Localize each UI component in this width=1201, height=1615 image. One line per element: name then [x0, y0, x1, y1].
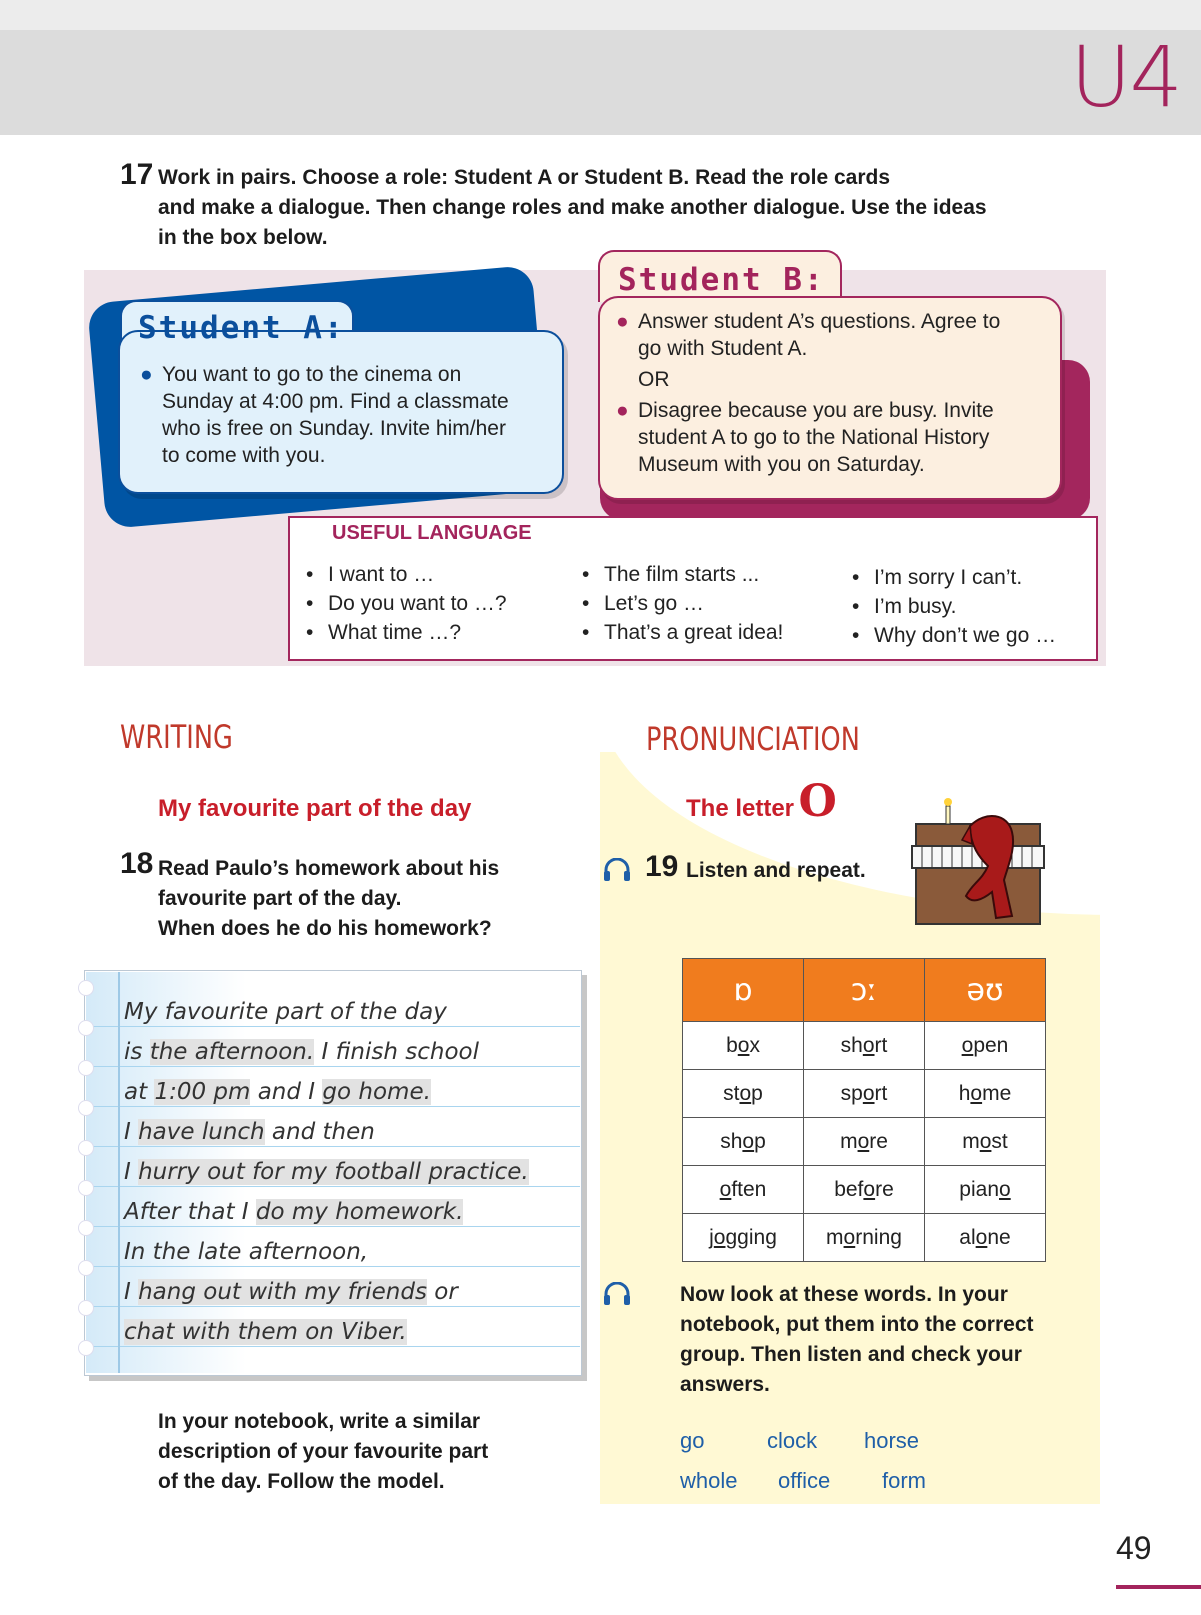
phoneme-table-header	[683, 959, 1046, 1022]
phrase: I’m sorry I can’t.	[874, 566, 1023, 589]
word-go: go	[680, 1428, 705, 1453]
useful-language-col1: • I want to … • Do you want to …? • What time …?	[306, 563, 507, 644]
example-word: more	[804, 1118, 925, 1166]
instruction-line: and make a dialogue. Then change roles and make another dialogue. Use the ideas	[158, 196, 987, 219]
homework-line	[124, 1032, 576, 1072]
bullet-icon: ●	[616, 399, 629, 422]
homework-line	[124, 1072, 576, 1112]
homework-line	[124, 1152, 576, 1192]
instruction-line: When does he do his homework?	[158, 917, 492, 940]
useful-language-col2: • The film starts ... • Let’s go … • That’s a great idea!	[582, 563, 784, 644]
headphones-icon[interactable]	[602, 1282, 632, 1306]
task-line: notebook, put them into the correct	[680, 1313, 1034, 1336]
hole-icon	[78, 1060, 94, 1076]
writing-heading: WRITING	[120, 718, 233, 756]
hole-icon	[78, 1220, 94, 1236]
homework-phrase: and I	[250, 1079, 323, 1105]
instruction-line: favourite part of the day.	[158, 887, 402, 910]
highlighted-phrase: go home.	[322, 1079, 431, 1105]
unit-label: U4	[1070, 28, 1181, 126]
task-line: group. Then listen and check your	[680, 1343, 1022, 1366]
example-word: alone	[925, 1214, 1046, 1262]
homework-line	[124, 1312, 576, 1352]
student-a-line: to come with you.	[162, 444, 326, 467]
hole-icon	[78, 1020, 94, 1036]
phrase: What time …?	[328, 621, 462, 644]
letter-o: O	[798, 776, 837, 827]
horse-piano-illustration	[908, 796, 1048, 928]
letter-label: The letter	[686, 795, 795, 822]
example-word: shop	[683, 1118, 804, 1166]
student-a-text	[140, 361, 550, 469]
exercise-18-instructions	[158, 854, 578, 944]
hole-icon	[78, 1140, 94, 1156]
student-a-line: Sunday at 4:00 pm. Find a classmate	[162, 390, 509, 413]
phrase: That’s a great idea!	[604, 621, 784, 644]
homework-phrase: at	[124, 1079, 155, 1105]
student-b-line: Museum with you on Saturday.	[638, 453, 925, 476]
bullet-icon: ●	[140, 363, 153, 386]
exercise-19-instructions: Listen and repeat.	[686, 859, 866, 882]
example-word: sport	[804, 1070, 925, 1118]
bullet-icon: ●	[616, 310, 629, 333]
useful-language-col3: • I’m sorry I can’t. • I’m busy. • Why don’t we go …	[852, 566, 1057, 647]
page-number: 49	[1116, 1530, 1152, 1566]
highlighted-phrase: chat with them on Viber.	[124, 1319, 407, 1345]
example-word: morning	[804, 1214, 925, 1262]
phrase: The film starts ...	[604, 563, 760, 586]
table-row	[683, 1118, 1046, 1166]
phoneme-header: ɔː	[804, 959, 925, 1022]
instruction-line: Read Paulo’s homework about his	[158, 857, 500, 880]
task-line: In your notebook, write a similar	[158, 1410, 481, 1433]
notebook-margin-line	[118, 972, 120, 1373]
exercise-19-number: 19	[645, 850, 679, 883]
highlighted-phrase: do my homework.	[255, 1199, 464, 1225]
homework-line	[124, 1272, 576, 1312]
highlighted-phrase: hang out with my friends	[138, 1279, 427, 1305]
hole-icon	[78, 1300, 94, 1316]
header-band	[0, 30, 1201, 135]
homework-phrase: After that I	[124, 1199, 256, 1225]
instruction-line: Work in pairs. Choose a role: Student A or Student B. Read the role cards	[158, 166, 891, 189]
phoneme-header: əʊ	[925, 959, 1046, 1022]
task-line: Now look at these words. In your	[680, 1283, 1008, 1306]
highlighted-phrase: have lunch	[138, 1119, 265, 1145]
phrase: Do you want to …?	[328, 592, 507, 615]
example-word: often	[683, 1166, 804, 1214]
hole-icon	[78, 1100, 94, 1116]
word-form: form	[882, 1468, 926, 1493]
homework-phrase: In the late afternoon,	[124, 1239, 369, 1265]
pronunciation-task	[680, 1280, 1090, 1400]
exercise-18-number: 18	[120, 847, 154, 880]
homework-phrase: I	[124, 1279, 139, 1305]
homework-phrase: or	[426, 1279, 458, 1305]
phoneme-table	[682, 958, 1046, 1262]
homework-line	[124, 1112, 576, 1152]
example-word: jogging	[683, 1214, 804, 1262]
example-word: box	[683, 1022, 804, 1070]
hole-icon	[78, 1180, 94, 1196]
instruction-line: in the box below.	[158, 226, 328, 249]
student-b-line: Answer student A’s questions. Agree to	[638, 310, 1001, 333]
phrase: Why don’t we go …	[874, 624, 1057, 647]
hole-icon	[78, 1260, 94, 1276]
task-line: answers.	[680, 1373, 770, 1396]
homework-line	[124, 1192, 576, 1232]
example-word: stop	[683, 1070, 804, 1118]
table-row	[683, 1214, 1046, 1262]
page-number-rule	[1116, 1585, 1201, 1589]
student-b-title: Student B:	[618, 262, 825, 298]
student-b-line: Disagree because you are busy. Invite	[638, 399, 994, 422]
phoneme-table-body	[683, 1022, 1046, 1262]
table-row	[683, 1070, 1046, 1118]
word-whole: whole	[680, 1468, 738, 1493]
phrase: I want to …	[328, 563, 435, 586]
highlighted-phrase: 1:00 pm	[154, 1079, 251, 1105]
top-band	[0, 0, 1201, 30]
example-word: before	[804, 1166, 925, 1214]
phrase: I’m busy.	[874, 595, 957, 618]
hole-icon	[78, 1340, 94, 1356]
writing-subheading: My favourite part of the day	[158, 795, 472, 822]
student-b-text	[616, 308, 1046, 478]
task-line: description of your favourite part	[158, 1440, 489, 1463]
homework-phrase: is	[124, 1039, 150, 1065]
highlighted-phrase: the afternoon.	[149, 1039, 315, 1065]
word-office: office	[778, 1468, 831, 1493]
highlighted-phrase: hurry out for my football practice.	[138, 1159, 529, 1185]
exercise-17-instructions	[158, 163, 1078, 253]
example-word: home	[925, 1070, 1046, 1118]
headphones-icon[interactable]	[602, 858, 632, 882]
table-row	[683, 1166, 1046, 1214]
pronunciation-subheading	[686, 776, 837, 827]
hole-icon	[78, 980, 94, 996]
word-clock: clock	[767, 1428, 818, 1453]
student-b-line: student A to go to the National History	[638, 426, 990, 449]
example-word: open	[925, 1022, 1046, 1070]
student-b-or: OR	[638, 368, 670, 391]
task-line: of the day. Follow the model.	[158, 1470, 445, 1493]
homework-text	[124, 992, 576, 1352]
word-horse: horse	[864, 1428, 920, 1453]
homework-phrase: and then	[264, 1119, 375, 1145]
phoneme-table-wrapper	[682, 958, 1046, 1262]
exercise-17-number: 17	[120, 158, 154, 191]
student-a-line: who is free on Sunday. Invite him/her	[162, 417, 506, 440]
student-a-line: You want to go to the cinema on	[162, 363, 462, 386]
example-word: piano	[925, 1166, 1046, 1214]
pronunciation-heading: PRONUNCIATION	[646, 720, 860, 758]
table-row	[683, 1022, 1046, 1070]
student-b-line: go with Student A.	[638, 337, 808, 360]
phoneme-header: ɒ	[683, 959, 804, 1022]
writing-task	[158, 1407, 578, 1497]
student-a-title: Student A:	[138, 310, 345, 346]
homework-phrase: I	[124, 1119, 139, 1145]
phrase: Let’s go …	[604, 592, 705, 615]
homework-phrase: I	[124, 1159, 139, 1185]
homework-phrase: I finish school	[314, 1039, 480, 1065]
example-word: short	[804, 1022, 925, 1070]
example-word: most	[925, 1118, 1046, 1166]
homework-line	[124, 992, 576, 1032]
homework-line	[124, 1232, 576, 1272]
homework-phrase: My favourite part of the day	[124, 999, 447, 1025]
useful-language-title: USEFUL LANGUAGE	[332, 522, 532, 544]
